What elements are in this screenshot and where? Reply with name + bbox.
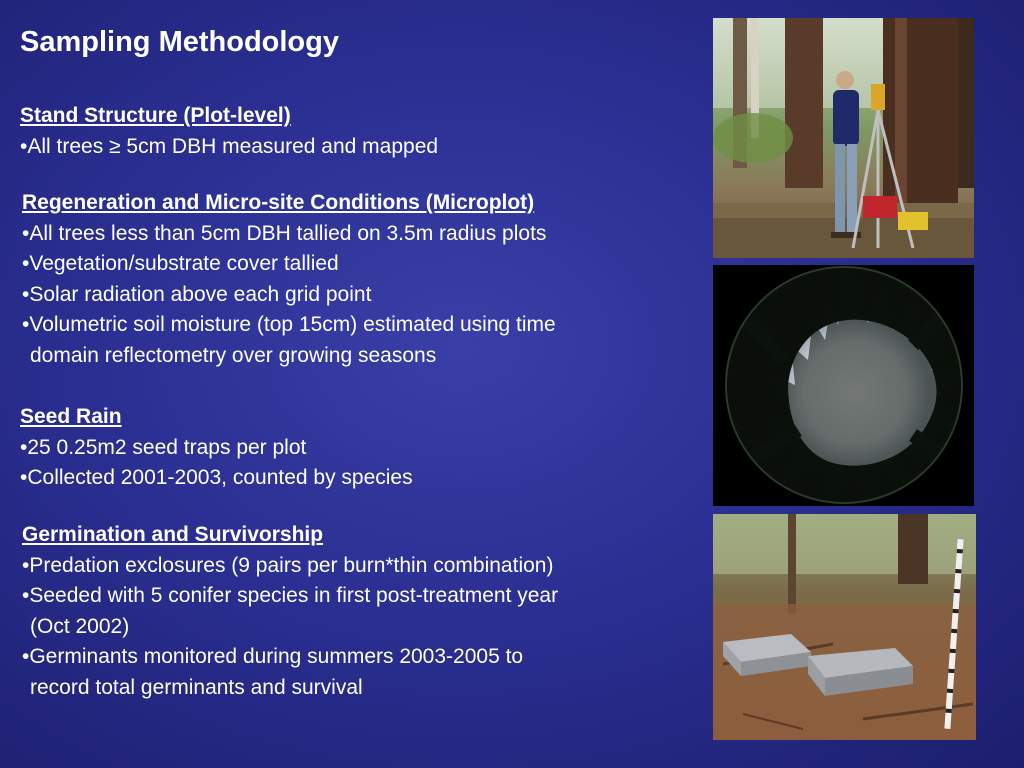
bullet-item: •Vegetation/substrate cover tallied	[22, 252, 339, 275]
section-heading: Stand Structure (Plot-level)	[20, 104, 291, 127]
section-heading: Regeneration and Micro-site Conditions (Microplot)	[22, 191, 535, 214]
bullet-item: •25 0.25m2 seed traps per plot	[20, 435, 307, 459]
bullet-continuation: domain reflectometry over growing seasons	[30, 343, 437, 367]
bullet-continuation: record total germinants and survival	[30, 675, 363, 699]
bullet-item: •Solar radiation above each grid point	[22, 282, 372, 306]
forest-survey-photo	[713, 18, 974, 258]
section-stand-structure	[20, 101, 438, 162]
section-seed-rain	[20, 402, 413, 494]
slide-title: Sampling Methodology	[20, 26, 339, 58]
section-regeneration	[22, 188, 556, 371]
bullet-item: •Seeded with 5 conifer species in first post-treatment year	[22, 584, 559, 607]
bullet-continuation: (Oct 2002)	[30, 614, 130, 638]
section-heading: Germination and Survivorship	[22, 523, 324, 546]
bullet-item: •Predation exclosures (9 pairs per burn*thin combination)	[22, 553, 554, 577]
seed-plot-photo	[713, 514, 976, 740]
hemispherical-canopy-photo	[713, 265, 974, 506]
bullet-item: •Volumetric soil moisture (top 15cm) estimated using time	[22, 313, 556, 336]
bullet-item: •Collected 2001-2003, counted by species	[20, 466, 413, 489]
section-germination	[22, 520, 558, 703]
section-heading: Seed Rain	[20, 405, 122, 428]
bullet-item: •Germinants monitored during summers 2003-2005 to	[22, 645, 524, 668]
bullet-item: •All trees ≥ 5cm DBH measured and mapped	[20, 134, 439, 158]
bullet-item: •All trees less than 5cm DBH tallied on 3.5m radius plots	[22, 221, 547, 245]
